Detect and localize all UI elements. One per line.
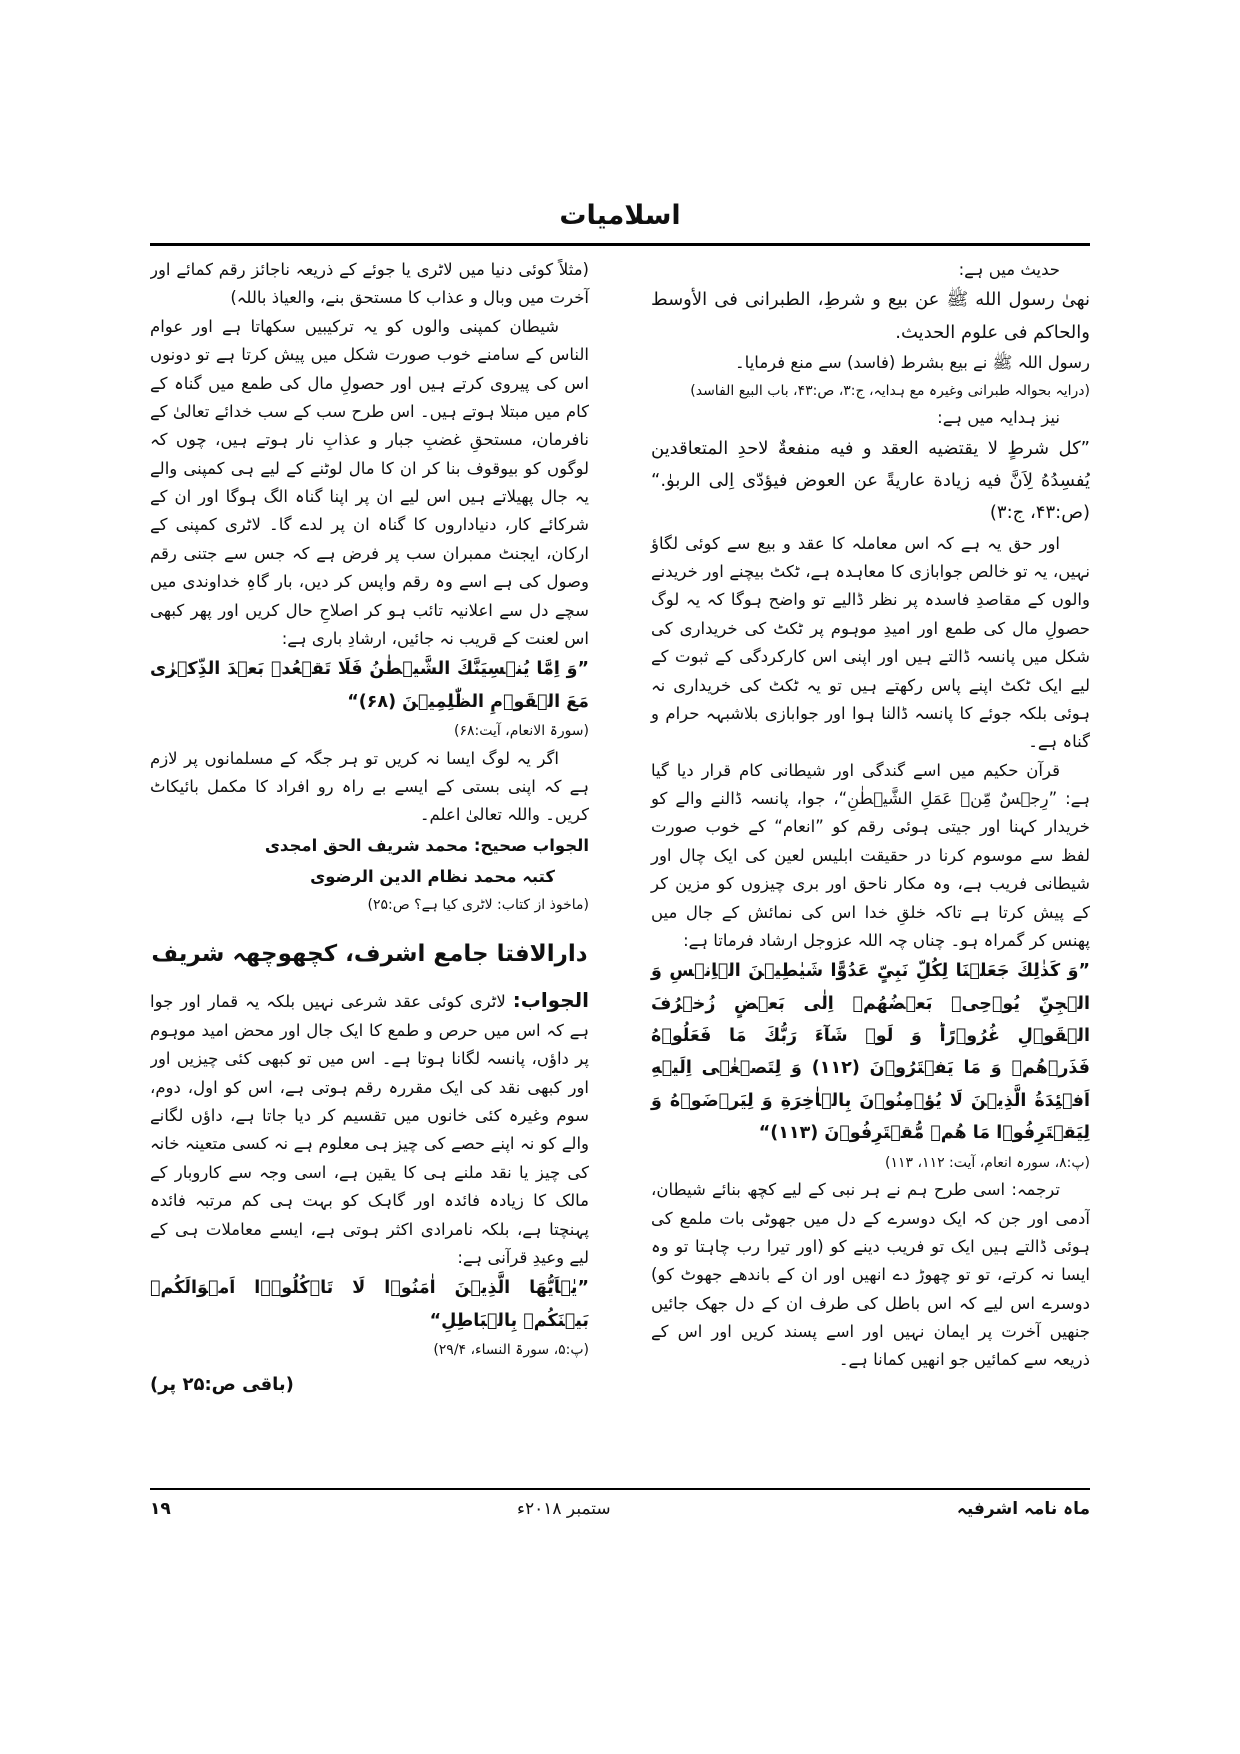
hidaya-intro: نیز ہدایہ میں ہے: [937,408,1060,428]
answer-label: الجواب: [512,987,589,1012]
hadith-arabic-quote: نهیٰ رسول الله ﷺ عن بیع و شرطِ، الطبرانی فی الأوسط والحاکم فی علوم الحدیث. [651,289,1090,343]
verse-nisa-29-reference: (پ:۵، سورۃ النساء، ۲۹/۴) [433,1342,589,1359]
page-footer [150,1488,1090,1519]
signature-verified-by: الجواب صحیح: محمد شریف الحق امجدی [264,835,589,855]
footer-divider [150,1488,1090,1490]
page-title: اسلامیات [559,200,681,231]
masthead [150,0,1090,246]
footer-magazine-name: ماہ نامہ اشرفیہ [956,1499,1090,1519]
verse-reference: (پ:۸، سورہ انعام، آیت: ۱۱۲، ۱۱۳) [885,1154,1090,1171]
source-book-note: (ماخوذ از کتاب: لاٹری کیا ہے؟ ص:۲۵) [367,897,589,914]
verse-anam-68-reference: (سورۃ الانعام، آیت:۶۸) [453,723,589,739]
quran-verse-nisa-29: ”یٰۤاَیُّهَا الَّذِیۡنَ اٰمَنُوۡا لَا تَاۡکُلُوۡۤا اَمۡوَالَکُمۡ بَیۡنَکُمۡ بِالۡبَاطِلِ“ [150,1278,589,1331]
answer-text: لاٹری کوئی عقد شرعی نہیں بلکہ یہ قمار اور جوا ہے کہ اس میں حرص و طمع کا ایک جال اور محض امید موہوم پر داؤں، پانسہ لگانا ہوتا ہے۔ اس میں تو کبھی کئی چیزیں اور اور کبھی نقد کی ایک مقررہ رقم ہوتی ہے، اس کو اول، دوم، سوم وغیرہ کئی خانوں میں تقسیم کر دیا جاتا ہے، داؤں لگانے والے کو نہ اپنے حصے کی چیز ہی معلوم ہے نہ کسی متعینہ خانہ کی چیز یا نقد ملنے ہی کا یقین ہے، اسی وجہ سے کاروبار کے مالک کا زیادہ فائدہ اور گاہک کو بہت ہی کم مرتبہ فائدہ پہنچتا ہے، بلکہ نامرادی اکثر ہوتی ہے، ایسے معاملات ہی کے لیے وعیدِ قرآنی ہے: [150,991,589,1267]
paragraph-tarjuma: ترجمہ: اسی طرح ہم نے ہر نبی کے لیے کچھ بنائے شیطان، آدمی اور جن کہ ایک دوسرے کے دل میں جھوٹی بات ملمع کی ہوئی ڈالتے ہیں ایک تو فریب دینے کو (اور تیرا رب چاہتا تو وہ ایسا نہ کرتے، تو تو چھوڑ دے انھیں اور ان کے باندھے جھوٹ کو) دوسرے اس لیے کہ اس باطل کی طرف ان کے دل جھک جائیں جنھیں آخرت پر ایمان نہیں اور اسے پسند کریں اور اس کے ذریعہ سے کمائیں جو انھیں کمانا ہے۔ [651,1180,1090,1370]
paragraph-shaitan-company: شیطان کمپنی والوں کو یہ ترکیبیں سکھاتا ہے اور عوام الناس کے سامنے خوب صورت شکل میں پیش کرتا ہے تو دونوں اس کی پیروی کرتے ہیں اور حصولِ مال کی طمع میں گناہ کے کام میں مبتلا ہوتے ہیں۔ اس طرح سب کے سب خدائے تعالیٰ کے نافرمان، مستحقِ غضبِ جبار و عذابِ نار ہوتے ہیں، چوں کہ لوگوں کو بیوقوف بنا کر ان کا مال لوٹنے کے لیے ہی کمپنی والے یہ جال پھیلاتے ہیں اس لیے ان پر اپنا گناہ الگ ہوگا اور ان کے شرکائے کار، دنیاداروں کا گناہ ان پر لدے گا۔ لاٹری کمپنی کے ارکان، ایجنٹ ممبران سب پر فرض ہے کہ جس سے جتنی رقم وصول کی ہے اسے وہ رقم واپس کر دیں، بار گاہِ خداوندی میں سچے دل سے اعلانیہ تائب ہو کر اصلاحِ حال کریں اور پھر کبھی اس لعنت کے قریب نہ جائیں، ارشادِ باری ہے: [150,316,589,648]
hidaya-arabic-quote: ”کل شرطٍ لا یقتضیه العقد و فیه منفعةٌ لاحدِ المتعاقدین یُفسِدُهُ لِاَنَّ فیه زیادة عاریةً عن العوض فیؤدّی اِلی الربوٰ.“ (ص:۴۳، ج:۳) [651,437,1090,524]
footer-issue-date: ستمبر ۲۰۱۸ء [517,1499,611,1519]
paragraph-answer [150,983,589,1273]
section-heading-darul-ifta: دارالافتا جامع اشرف، کچھوچھہ شریف [151,941,588,967]
column-right [651,256,1090,1480]
footer-page-number: ۱۹ [150,1499,171,1519]
paragraph-boycott: اگر یہ لوگ ایسا نہ کریں تو ہر جگہ کے مسلمانوں پر لازم ہے کہ اپنی بستی کے ایسے بے راہ رو افراد کا مکمل بائیکاٹ کریں۔ واللہ تعالیٰ اعلم۔ [150,748,589,825]
two-column-layout [150,246,1090,1480]
signature-written-by: کتبہ محمد نظام الدین الرضوی [310,867,555,887]
paragraph-contract: اور حق یہ ہے کہ اس معاملہ کا عقد و بیع سے کوئی لگاؤ نہیں، یہ تو خالص جوابازی کا معاہدہ ہے، ٹکٹ بیچنے اور خریدنے والوں کے مقاصدِ فاسدہ پر نظر ڈالیے تو واضح ہوگا کہ یہ لوگ حصولِ مال کی طمع اور امیدِ موہوم پر ٹکٹ کی خریداری کی شکل میں پانسہ ڈالتے ہیں اور اپنی اس کارکردگی کے ثبوت کے لیے ایک ٹکٹ اپنے پاس رکھتے ہیں تو یہ ٹکٹ کی خریداری نہ ہوئی بلکہ جوئے کا پانسہ ڈالنا ہوا اور جوابازی بلاشبہہ حرام و گناہ ہے۔ [651,533,1090,752]
paragraph-example-continuation: (مثلاً کوئی دنیا میں لاٹری یا جوئے کے ذریعہ ناجائز رقم کمائے اور آخرت میں وبال و عذاب کا مستحق بنے، والعیاذ باللہ) [150,260,589,308]
continued-on-page-note: (باقی ص:۲۵ پر) [150,1373,294,1395]
column-left [150,256,589,1480]
hadith-urdu-translation: رسول اللہ ﷺ نے بیع بشرط (فاسد) سے منع فرمایا۔ [735,353,1090,373]
hadith-reference: (درایہ بحوالہ طبرانی وغیرہ مع ہدایہ، ج:۳، ص:۴۳، باب البیع الفاسد) [690,382,1090,399]
paragraph-quran-intro: قرآن حکیم میں اسے گندگی اور شیطانی کام قرار دیا گیا ہے: ”رِجۡسٌ مِّنۡ عَمَلِ الشَّیۡطٰنِ“، جوا، پانسہ ڈالنے والے کو خریدار کہنا اور جیتی ہوئی رقم کو ”انعام“ کے خوب صورت لفظ سے موسوم کرنا در حقیقت ابلیس لعین کی ایک چال اور شیطانی فریب ہے، وہ مکار ناحق اور بری چیزوں کو مزین کر کے پیش کرتا ہے تاکہ خلقِ خدا اس کی نمائش کے جال میں پھنس کر گمراہ ہو۔ چناں چہ اللہ عزوجل ارشاد فرماتا ہے: [651,760,1090,950]
quran-verse-anam-68: ”وَ اِمَّا یُنۡسِیَنَّكَ الشَّیۡطٰنُ فَلَا تَقۡعُدۡ بَعۡدَ الذِّکۡرٰی مَعَ الۡقَوۡمِ الظّٰلِمِیۡنَ (۶۸)“ [150,659,589,712]
quran-verse-anam-112-113: ”وَ کَذٰلِكَ جَعَلۡنَا لِکُلِّ نَبِیٍّ عَدُوًّا شَیٰطِیۡنَ الۡاِنۡسِ وَ الۡجِنِّ یُوۡحِیۡ بَعۡضُهُمۡ اِلٰی بَعۡضٍ زُخۡرُفَ الۡقَوۡلِ غُرُوۡرًاؕ وَ لَوۡ شَآءَ رَبُّكَ مَا فَعَلُوۡهُ فَذَرۡهُمۡ وَ مَا یَفۡتَرُوۡنَ (۱۱۲) وَ لِتَصۡغٰۤی اِلَیۡهِ اَفۡئِدَةُ الَّذِیۡنَ لَا یُؤۡمِنُوۡنَ بِالۡاٰخِرَةِ وَ لِیَرۡضَوۡهُ وَ لِیَقۡتَرِفُوۡا مَا هُمۡ مُّقۡتَرِفُوۡنَ (۱۱۳)“ [651,961,1090,1144]
hadith-intro: حدیث میں ہے: [958,260,1060,279]
